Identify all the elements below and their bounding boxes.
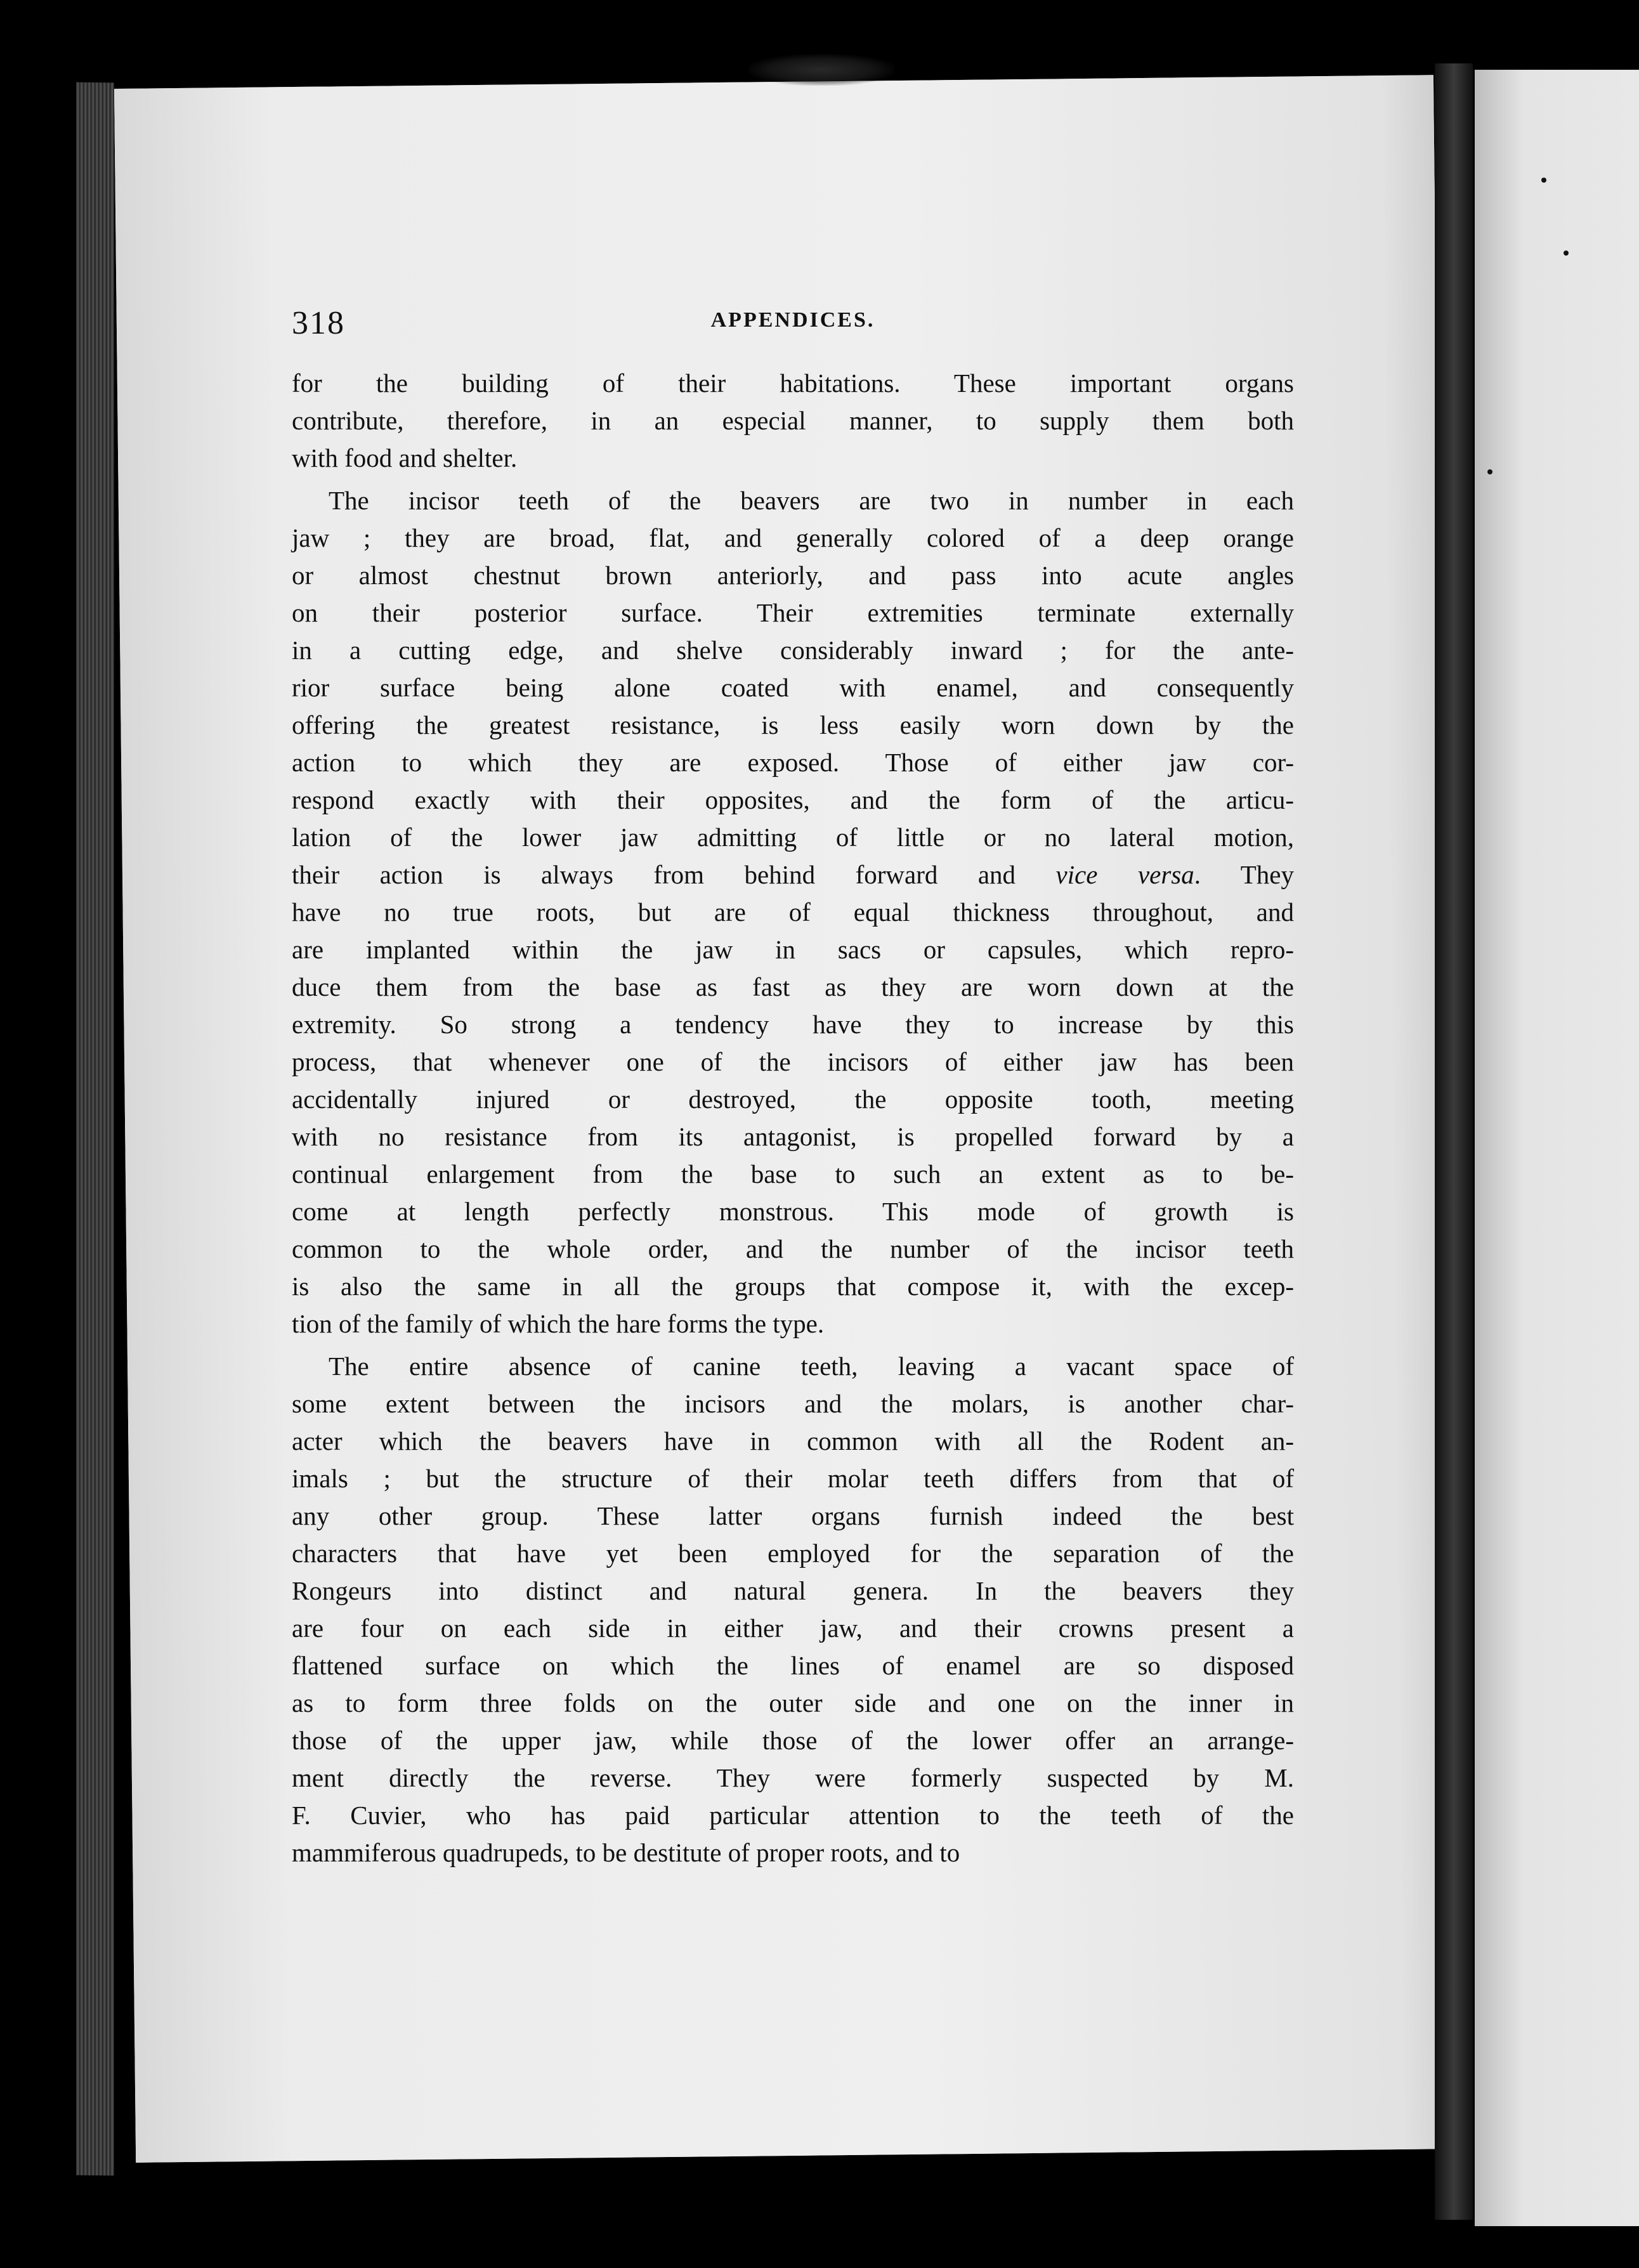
text-line: rior surface being alone coated with enamel, and consequently bbox=[292, 673, 1294, 702]
text-line: some extent between the incisors and the molars, is another char- bbox=[292, 1389, 1294, 1418]
text-line: continual enlargement from the base to such an extent as to be- bbox=[292, 1159, 1294, 1189]
text-line: F. Cuvier, who has paid particular attention to the teeth of the bbox=[292, 1801, 1294, 1830]
text-line: common to the whole order, and the number of the incisor teeth bbox=[292, 1234, 1294, 1263]
text-line: The incisor teeth of the beavers are two in number in each bbox=[329, 486, 1294, 515]
text-line: have no true roots, but are of equal thickness throughout, and bbox=[292, 897, 1294, 927]
running-head: APPENDICES. bbox=[710, 308, 875, 332]
paragraph bbox=[292, 365, 1294, 477]
text-line: extremity. So strong a tendency have they to increase by this bbox=[292, 1010, 1294, 1039]
text-line: offering the greatest resistance, is less easily worn down by the bbox=[292, 710, 1294, 740]
text-line: with food and shelter. bbox=[292, 443, 518, 472]
text-line: as to form three folds on the outer side and one on the inner in bbox=[292, 1688, 1294, 1717]
text-line: for the building of their habitations. These important organs bbox=[292, 368, 1294, 398]
text-line: respond exactly with their opposites, and the form of the articu- bbox=[292, 785, 1294, 814]
speck bbox=[1564, 251, 1569, 256]
text-line: are four on each side in either jaw, and their crowns present a bbox=[292, 1613, 1294, 1643]
text-line: those of the upper jaw, while those of the lower offer an arrange- bbox=[292, 1726, 1294, 1755]
text-line: on their posterior surface. Their extremities terminate externally bbox=[292, 598, 1294, 627]
text-line: are implanted within the jaw in sacs or capsules, which repro- bbox=[292, 935, 1294, 964]
page-header bbox=[292, 304, 1294, 349]
text-line: flattened surface on which the lines of enamel are so disposed bbox=[292, 1651, 1294, 1680]
text-line: mammiferous quadrupeds, to be destitute of proper roots, and to bbox=[292, 1838, 960, 1867]
smudge-mark bbox=[748, 54, 894, 86]
text-line: or almost chestnut brown anteriorly, and pass into acute angles bbox=[292, 561, 1294, 590]
paragraph-gap bbox=[292, 477, 1294, 482]
page-edges bbox=[76, 82, 114, 2176]
text-line: acter which the beavers have in common with all the Rodent an- bbox=[292, 1426, 1294, 1456]
paragraph bbox=[292, 482, 1294, 1343]
text-line: any other group. These latter organs furnish indeed the best bbox=[292, 1501, 1294, 1530]
text-line: accidentally injured or destroyed, the opposite tooth, meeting bbox=[292, 1085, 1294, 1114]
paragraph-gap bbox=[292, 1343, 1294, 1348]
text-line: come at length perfectly monstrous. This mode of growth is bbox=[292, 1197, 1294, 1226]
text-line: ment directly the reverse. They were formerly suspected by M. bbox=[292, 1763, 1294, 1792]
text-line: their action is always from behind forward and vice versa. They bbox=[292, 860, 1294, 889]
page-number: 318 bbox=[292, 305, 345, 341]
text-line: tion of the family of which the hare forms the type. bbox=[292, 1309, 825, 1338]
text-line: Rongeurs into distinct and natural genera. In the beavers they bbox=[292, 1576, 1294, 1605]
text-line: is also the same in all the groups that compose it, with the excep- bbox=[292, 1272, 1294, 1301]
text-line: action to which they are exposed. Those of either jaw cor- bbox=[292, 748, 1294, 777]
text-line: with no resistance from its antagonist, is propelled forward by a bbox=[292, 1122, 1294, 1151]
paragraph bbox=[292, 1348, 1294, 1872]
text-line: characters that have yet been employed for the separation of the bbox=[292, 1539, 1294, 1568]
text-line: process, that whenever one of the incisors of either jaw has been bbox=[292, 1047, 1294, 1076]
text-line: lation of the lower jaw admitting of little or no lateral motion, bbox=[292, 823, 1294, 852]
text-line: duce them from the base as fast as they are worn down at the bbox=[292, 972, 1294, 1001]
text-line: jaw ; they are broad, flat, and generally colored of a deep orange bbox=[292, 523, 1294, 552]
book-spine bbox=[1435, 63, 1473, 2220]
text-line: contribute, therefore, in an especial manner, to supply them both bbox=[292, 406, 1294, 435]
text-line: imals ; but the structure of their molar teeth differs from that of bbox=[292, 1464, 1294, 1493]
text-line: The entire absence of canine teeth, leaving a vacant space of bbox=[329, 1352, 1294, 1381]
speck bbox=[1487, 469, 1492, 474]
text-line: in a cutting edge, and shelve considerably inward ; for the ante- bbox=[292, 635, 1294, 665]
body-text bbox=[292, 365, 1294, 1872]
speck bbox=[1541, 178, 1546, 183]
adjacent-page bbox=[1475, 70, 1639, 2226]
